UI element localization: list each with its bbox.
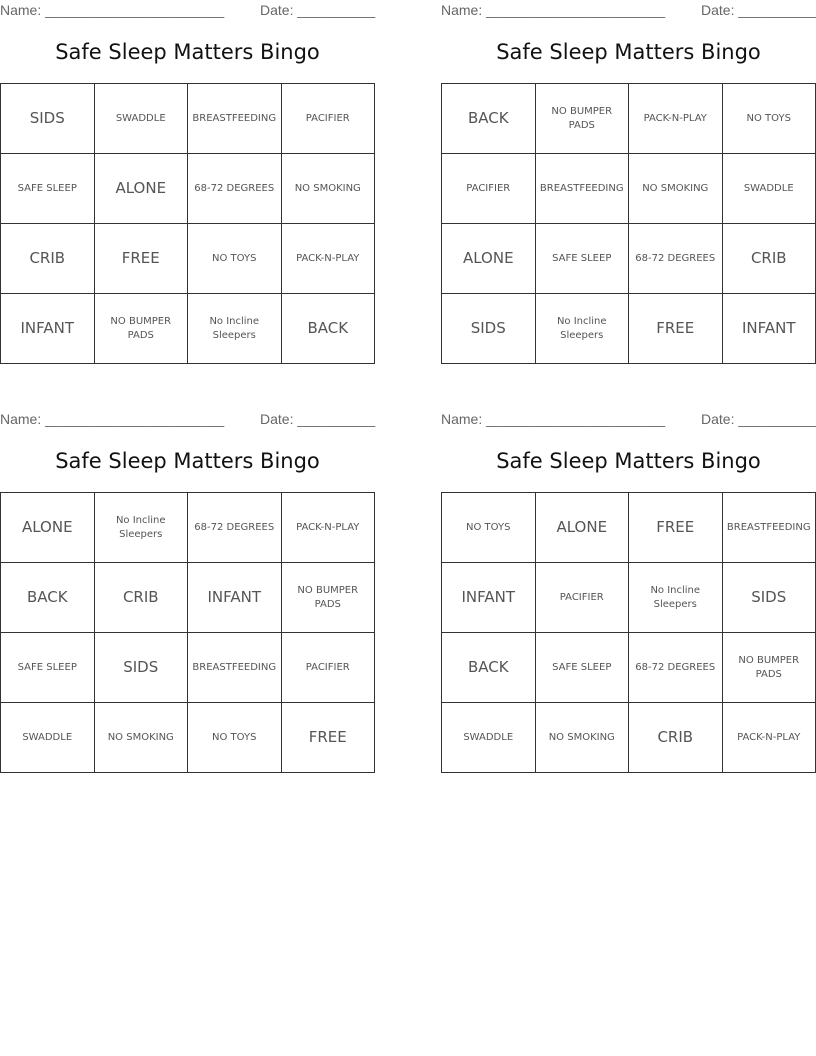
bingo-cell: SIDS <box>722 563 816 633</box>
name-field: Name: _______________________ <box>0 2 225 18</box>
grid-row <box>1 633 375 703</box>
bingo-cell: ALONE <box>1 493 95 563</box>
bingo-cell: SWADDLE <box>722 154 816 224</box>
bingo-cell: NO SMOKING <box>94 703 188 773</box>
bingo-cell: 68-72 DEGREES <box>629 224 723 294</box>
bingo-cell: NO BUMPER PADS <box>535 84 629 154</box>
grid-row <box>1 84 375 154</box>
card-title: Safe Sleep Matters Bingo <box>496 449 761 473</box>
name-field: Name: _______________________ <box>441 2 666 18</box>
bingo-cell: CRIB <box>629 703 723 773</box>
bingo-cell: INFANT <box>442 563 536 633</box>
bingo-cell: No Incline Sleepers <box>188 294 282 364</box>
bingo-cell: No Incline Sleepers <box>94 493 188 563</box>
date-field: Date: __________ <box>701 411 816 427</box>
bingo-cell: NO TOYS <box>442 493 536 563</box>
bingo-cell: NO SMOKING <box>629 154 723 224</box>
card-title: Safe Sleep Matters Bingo <box>496 40 761 64</box>
bingo-grid <box>441 83 816 364</box>
grid-row <box>1 493 375 563</box>
bingo-cell: NO SMOKING <box>535 703 629 773</box>
bingo-cell: 68-72 DEGREES <box>188 493 282 563</box>
grid-row <box>1 703 375 773</box>
bingo-cell: SIDS <box>1 84 95 154</box>
name-field: Name: _______________________ <box>0 411 225 427</box>
name-date-row <box>0 411 375 429</box>
bingo-cell: CRIB <box>1 224 95 294</box>
bingo-cell: No Incline Sleepers <box>629 563 723 633</box>
bingo-cell: SWADDLE <box>1 703 95 773</box>
bingo-cell: PACIFIER <box>281 84 375 154</box>
bingo-cell: NO BUMPER PADS <box>281 563 375 633</box>
bingo-cell: CRIB <box>722 224 816 294</box>
card-title: Safe Sleep Matters Bingo <box>55 449 320 473</box>
bingo-cell: NO TOYS <box>188 224 282 294</box>
bingo-cell: NO BUMPER PADS <box>722 633 816 703</box>
bingo-cell: SWADDLE <box>442 703 536 773</box>
bingo-grid <box>0 83 375 364</box>
bingo-cell: BREASTFEEDING <box>722 493 816 563</box>
bingo-grid <box>441 492 816 773</box>
date-field: Date: __________ <box>701 2 816 18</box>
bingo-cell: BREASTFEEDING <box>188 633 282 703</box>
bingo-cell: SAFE SLEEP <box>1 154 95 224</box>
bingo-cell: 68-72 DEGREES <box>629 633 723 703</box>
bingo-cell: BACK <box>281 294 375 364</box>
bingo-cell: PACIFIER <box>535 563 629 633</box>
bingo-cell: FREE <box>94 224 188 294</box>
bingo-cell: FREE <box>281 703 375 773</box>
bingo-cell: PACIFIER <box>442 154 536 224</box>
bingo-cell: BACK <box>442 84 536 154</box>
grid-row <box>442 493 816 563</box>
grid-row <box>442 154 816 224</box>
bingo-cell: FREE <box>629 493 723 563</box>
bingo-cell: PACK-N-PLAY <box>722 703 816 773</box>
bingo-cell: No Incline Sleepers <box>535 294 629 364</box>
bingo-cell: SWADDLE <box>94 84 188 154</box>
card-title: Safe Sleep Matters Bingo <box>55 40 320 64</box>
grid-row <box>442 703 816 773</box>
grid-row <box>442 633 816 703</box>
name-date-row <box>441 411 816 429</box>
name-date-row <box>0 2 375 20</box>
bingo-cell: PACK-N-PLAY <box>281 493 375 563</box>
bingo-cell: NO TOYS <box>722 84 816 154</box>
bingo-cell: PACK-N-PLAY <box>629 84 723 154</box>
name-date-row <box>441 2 816 20</box>
bingo-cell: SIDS <box>94 633 188 703</box>
bingo-cell: FREE <box>629 294 723 364</box>
bingo-cell: INFANT <box>1 294 95 364</box>
bingo-cell: ALONE <box>94 154 188 224</box>
bingo-cell: INFANT <box>722 294 816 364</box>
grid-row <box>1 294 375 364</box>
bingo-cell: BREASTFEEDING <box>535 154 629 224</box>
date-field: Date: __________ <box>260 411 376 427</box>
bingo-cell: SAFE SLEEP <box>535 633 629 703</box>
bingo-cell: NO BUMPER PADS <box>94 294 188 364</box>
grid-row <box>1 224 375 294</box>
bingo-cell: BREASTFEEDING <box>188 84 282 154</box>
bingo-cell: BACK <box>442 633 536 703</box>
bingo-cell: ALONE <box>535 493 629 563</box>
bingo-cell: SIDS <box>442 294 536 364</box>
bingo-cell: PACK-N-PLAY <box>281 224 375 294</box>
bingo-cell: INFANT <box>188 563 282 633</box>
bingo-cell: SAFE SLEEP <box>535 224 629 294</box>
bingo-cell: CRIB <box>94 563 188 633</box>
grid-row <box>442 563 816 633</box>
bingo-cell: 68-72 DEGREES <box>188 154 282 224</box>
date-field: Date: __________ <box>260 2 376 18</box>
bingo-cell: NO SMOKING <box>281 154 375 224</box>
bingo-cell: SAFE SLEEP <box>1 633 95 703</box>
bingo-cell: ALONE <box>442 224 536 294</box>
bingo-grid <box>0 492 375 773</box>
grid-row <box>1 563 375 633</box>
bingo-cell: BACK <box>1 563 95 633</box>
grid-row <box>442 224 816 294</box>
grid-row <box>442 84 816 154</box>
name-field: Name: _______________________ <box>441 411 666 427</box>
grid-row <box>442 294 816 364</box>
bingo-cell: PACIFIER <box>281 633 375 703</box>
grid-row <box>1 154 375 224</box>
bingo-cell: NO TOYS <box>188 703 282 773</box>
